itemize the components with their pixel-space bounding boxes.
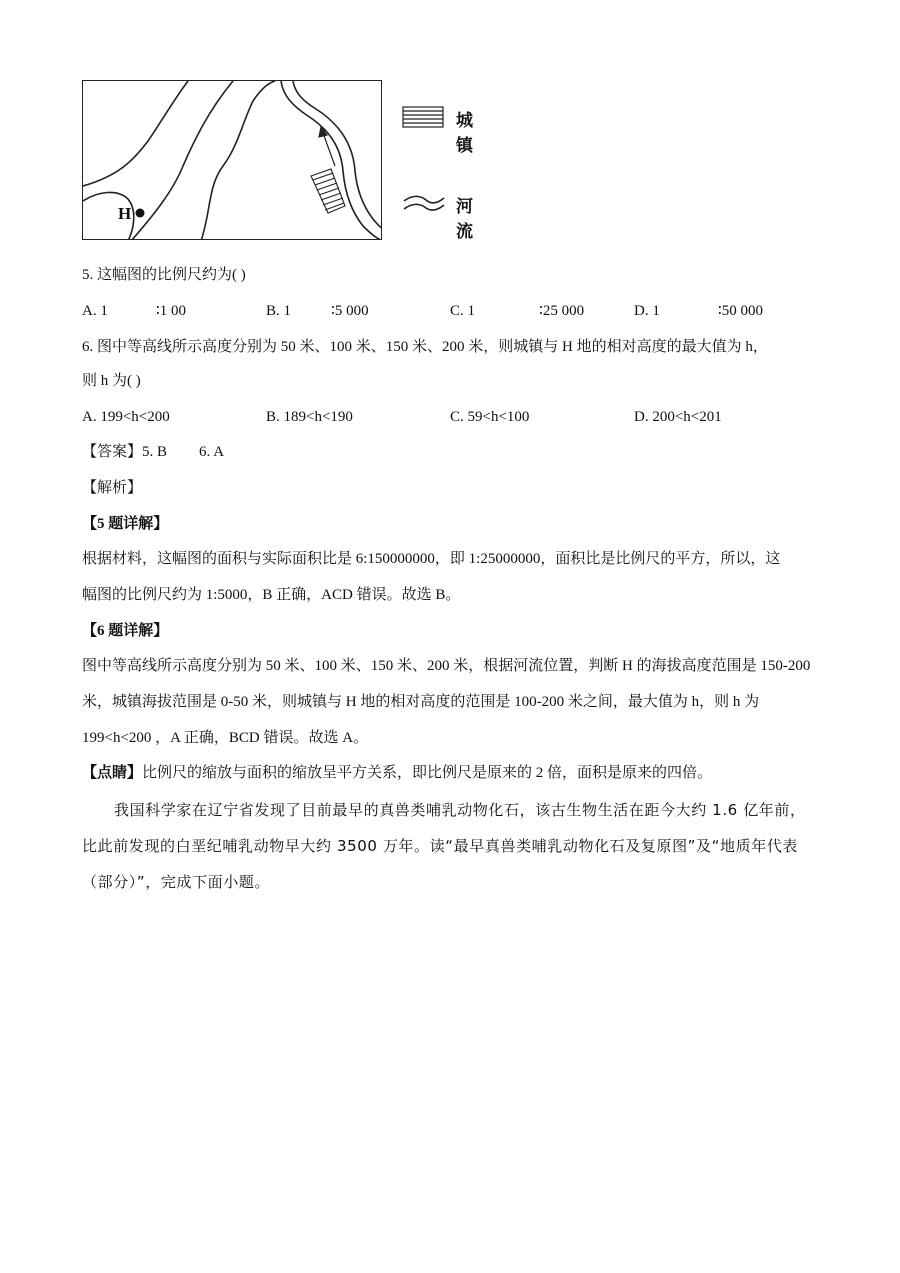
key-point-text: 比例尺的缩放与面积的缩放呈平方关系，即比例尺是原来的 2 倍，面积是原来的四倍。 <box>142 765 713 781</box>
q6-option-b: B. 189<h<190 <box>266 409 353 425</box>
legend-town <box>402 106 473 156</box>
q6-option-d: D. 200<h<201 <box>634 409 722 425</box>
detail6-line1: 图中等高线所示高度分别为 50 米、100 米、150 米、200 米，根据河流位置，判断 H 的海拔高度范围是 150-200 <box>82 658 811 674</box>
river-wave-icon <box>402 193 446 213</box>
q5-option-c: C. 1 ∶25 000 <box>450 303 585 319</box>
legend-river-label: 河流 <box>456 197 473 242</box>
h-point-icon <box>136 209 145 218</box>
q6-stem-line2: 则 h 为( ) <box>82 373 141 389</box>
passage-line2: 比此前发现的白垩纪哺乳动物早大约 3500 万年。读“最早真兽类哺乳动物化石及复原图”及“地质年代表 <box>82 837 799 855</box>
q5-option-d: D. 1 ∶50 000 <box>634 303 763 319</box>
detail5-line2: 幅图的比例尺约为 1:5000，B 正确，ACD 错误。故选 B。 <box>82 587 461 603</box>
detail6-title: 【6 题详解】 <box>82 623 169 639</box>
legend-river <box>402 193 473 242</box>
answer-6: 6. A <box>199 444 225 460</box>
map-point-label: H <box>118 204 132 223</box>
town-icon <box>311 169 345 213</box>
detail5-line1: 根据材料，这幅图的面积与实际面积比是 6:150000000，即 1:25000000，面积比是比例尺的平方，所以，这 <box>82 551 781 567</box>
legend-town-label: 城镇 <box>456 111 473 156</box>
detail5-title: 【5 题详解】 <box>82 516 169 532</box>
q6-option-c: C. 59<h<100 <box>450 409 530 425</box>
detail6-line2: 米，城镇海拔范围是 0-50 米，则城镇与 H 地的相对高度的范围是 100-200 米之间，最大值为 h，则 h 为 <box>82 694 760 710</box>
town-hatch-icon <box>402 106 444 128</box>
key-point <box>82 763 712 783</box>
q5-option-a: A. 1 ∶1 00 <box>82 303 186 319</box>
contour-map <box>82 80 382 240</box>
answer-line <box>82 442 224 462</box>
answer-5: 5. B <box>142 444 168 460</box>
analysis-label: 【解析】 <box>82 480 143 496</box>
q5-option-b: B. 1 ∶5 000 <box>266 303 369 319</box>
detail6-line3: 199<h<200 ，A 正确，BCD 错误。故选 A。 <box>82 730 369 746</box>
q6-option-a: A. 199<h<200 <box>82 409 170 425</box>
key-point-label: 【点睛】 <box>82 765 143 781</box>
passage-line3: （部分）”，完成下面小题。 <box>82 873 271 891</box>
answer-label: 【答案】 <box>82 444 143 460</box>
passage-line1: 我国科学家在辽宁省发现了目前最早的真兽类哺乳动物化石，该古生物生活在距今大约 1.6 亿年前， <box>114 801 806 819</box>
q6-stem-line1: 6. 图中等高线所示高度分别为 50 米、100 米、150 米、200 米，则城镇与 H 地的相对高度的最大值为 h， <box>82 339 768 355</box>
q5-stem: 5. 这幅图的比例尺约为( ) <box>82 267 246 283</box>
